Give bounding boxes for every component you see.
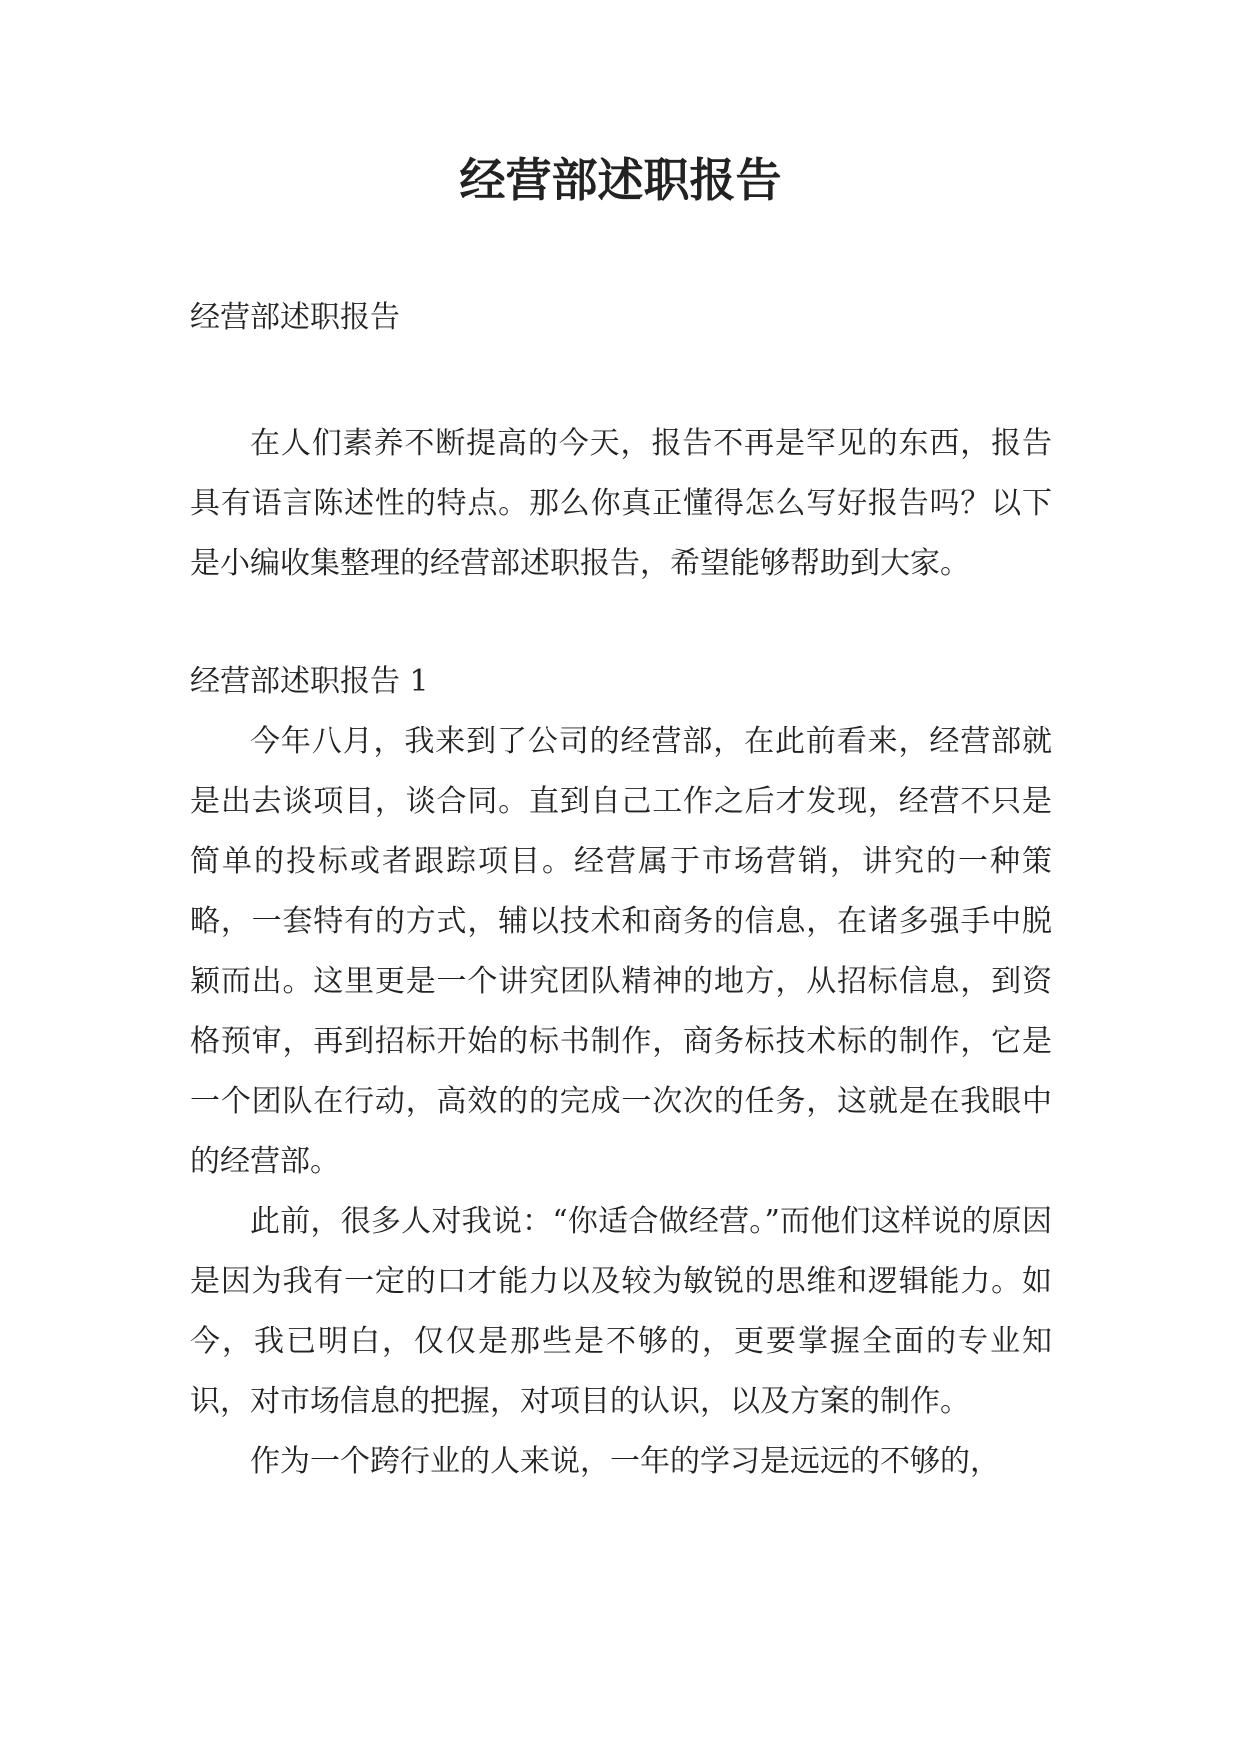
document-subtitle: 经营部述职报告 <box>190 300 400 335</box>
spacer <box>190 348 1052 414</box>
body-paragraph: 今年八月，我来到了公司的经营部，在此前看来，经营部就是出去谈项目，谈合同。直到自己工作之后才发现，经营不只是简单的投标或者跟踪项目。经营属于市场营销，讲究的一种策略，一套特有的方式，辅以技术和商务的信息，在诸多强手中脱颖而出。这里更是一个讲究团队精神的地方，从招标信息，到资格预审，再到招标开始的标书制作，商务标技术标的制作，它是一个团队在行动，高效的的完成一次次的任务，这就是在我眼中的经营部。 <box>190 724 1052 1179</box>
spacer <box>190 594 1052 652</box>
body-paragraph: 此前，很多人对我说：“你适合做经营。”而他们这样说的原因是因为我有一定的口才能力以及较为敏锐的思维和逻辑能力。如今，我已明白，仅仅是那些是不够的，更要掌握全面的专业知识，对市场信息的把握，对项目的认识，以及方案的制作。 <box>190 1204 1052 1419</box>
section-heading: 经营部述职报告 1 <box>190 664 429 699</box>
document-body <box>190 288 1052 1492</box>
intro-paragraph: 在人们素养不断提高的今天，报告不再是罕见的东西，报告具有语言陈述性的特点。那么你真正懂得怎么写好报告吗？以下是小编收集整理的经营部述职报告，希望能够帮助到大家。 <box>190 426 1052 581</box>
body-paragraph: 作为一个跨行业的人来说，一年的学习是远远的不够的， <box>250 1444 1000 1479</box>
document-title: 经营部述职报告 <box>459 153 782 207</box>
